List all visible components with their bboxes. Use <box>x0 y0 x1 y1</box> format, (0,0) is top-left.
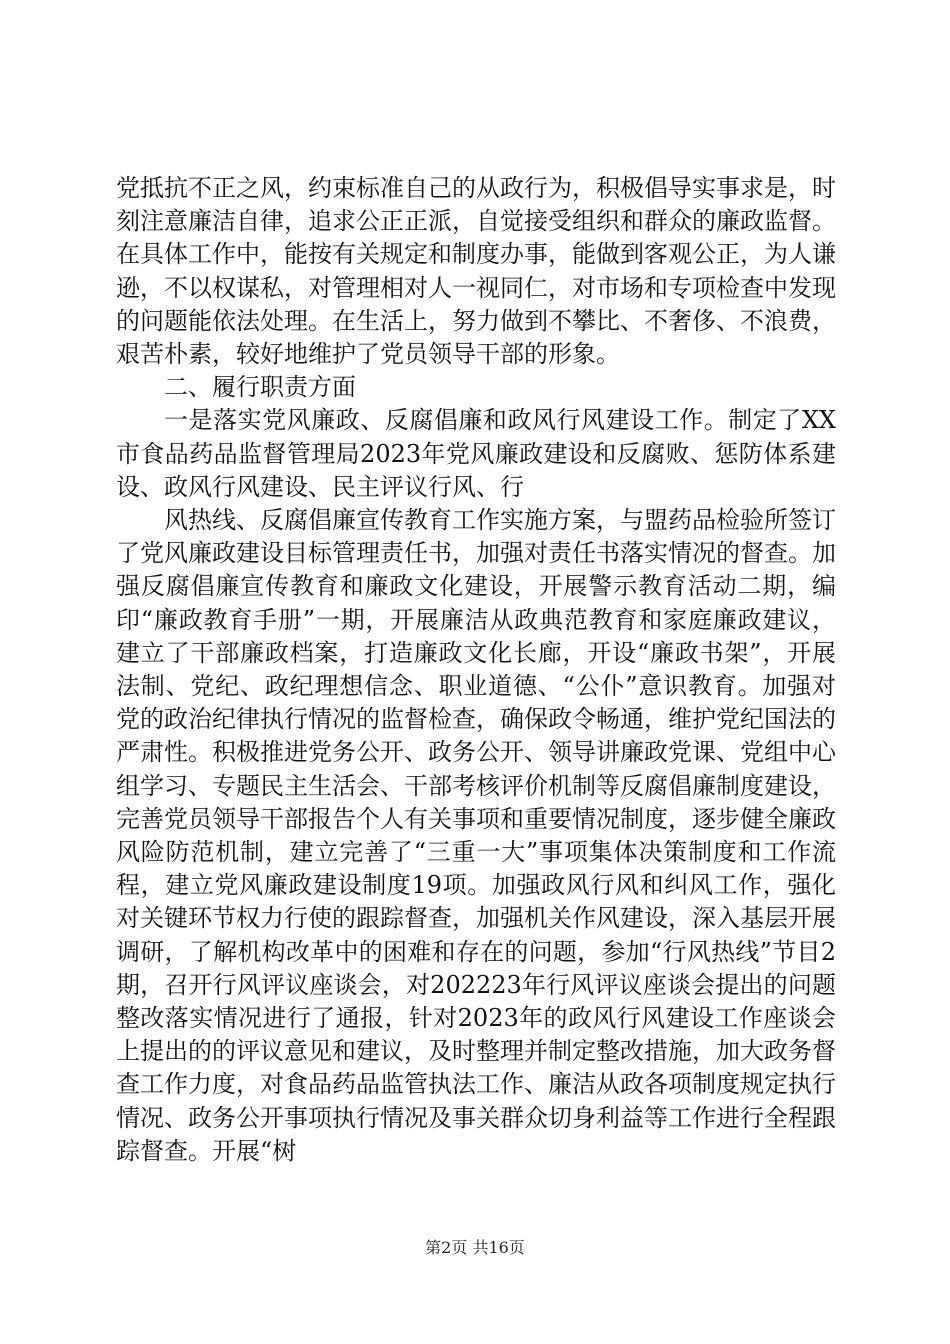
paragraph-conduct: 党抵抗不正之风，约束标准自己的从政行为，积极倡导实事求是，时刻注意廉洁自律，追求公正正派，自觉接受组织和群众的廉政监督。在具体工作中，能按有关规定和制度办事，能做到客观公正，为人谦逊，不以权谋私，对管理相对人一视同仁，对市场和专项检查中发现的问题能依法处理。在生活上，努力做到不攀比、不奢侈、不浪费，艰苦朴素，较好地维护了党员领导干部的形象。 <box>116 174 836 369</box>
page-number-footer: 第2页 共16页 <box>425 1238 525 1257</box>
document-body <box>116 172 836 1168</box>
section-heading-duties: 二、履行职责方面 <box>164 373 356 402</box>
paragraph-duty-one-intro: 一是落实党风廉政、反腐倡廉和政风行风建设工作。制定了XX市食品药品监督管理局2023年党风廉政建设和反腐败、惩防体系建设、政风行风建设、民主评议行风、行 <box>116 406 836 501</box>
paragraph-duty-one-detail: 风热线、反腐倡廉宣传教育工作实施方案，与盟药品检验所签订了党风廉政建设目标管理责任书，加强对责任书落实情况的督查。加强反腐倡廉宣传教育和廉政文化建设，开展警示教育活动二期，编印“廉政教育手册”一期，开展廉洁从政典范教育和家庭廉政建议，建立了干部廉政档案，打造廉政文化长廊，开设“廉政书架”，开展法制、党纪、政纪理想信念、职业道德、“公仆”意识教育。加强对党的政治纪律执行情况的监督检查，确保政令畅通，维护党纪国法的严肃性。积极推进党务公开、政务公开、领导讲廉政党课、党组中心组学习、专题民主生活会、干部考核评价机制等反腐倡廉制度建设，完善党员领导干部报告个人有关事项和重要情况制度，逐步健全廉政风险防范机制，建立完善了“三重一大”事项集体决策制度和工作流程，建立党风廉政建设制度19项。加强政风行风和纠风工作，强化对关键环节权力行使的跟踪督查，加强机关作风建设，深入基层开展调研，了解机构改革中的困难和存在的问题，参加“行风热线”节目2期，召开行风评议座谈会，对202223年行风评议座谈会提出的问题整改落实情况进行了通报，针对2023年的政风行风建设工作座谈会上提出的的评议意见和建议，及时整理并制定整改措施，加大政务督查工作力度，对食品药品监管执法工作、廉洁从政各项制度规定执行情况、政务公开事项执行情况及事关群众切身利益等工作进行全程跟踪督查。开展“树 <box>116 506 836 1165</box>
